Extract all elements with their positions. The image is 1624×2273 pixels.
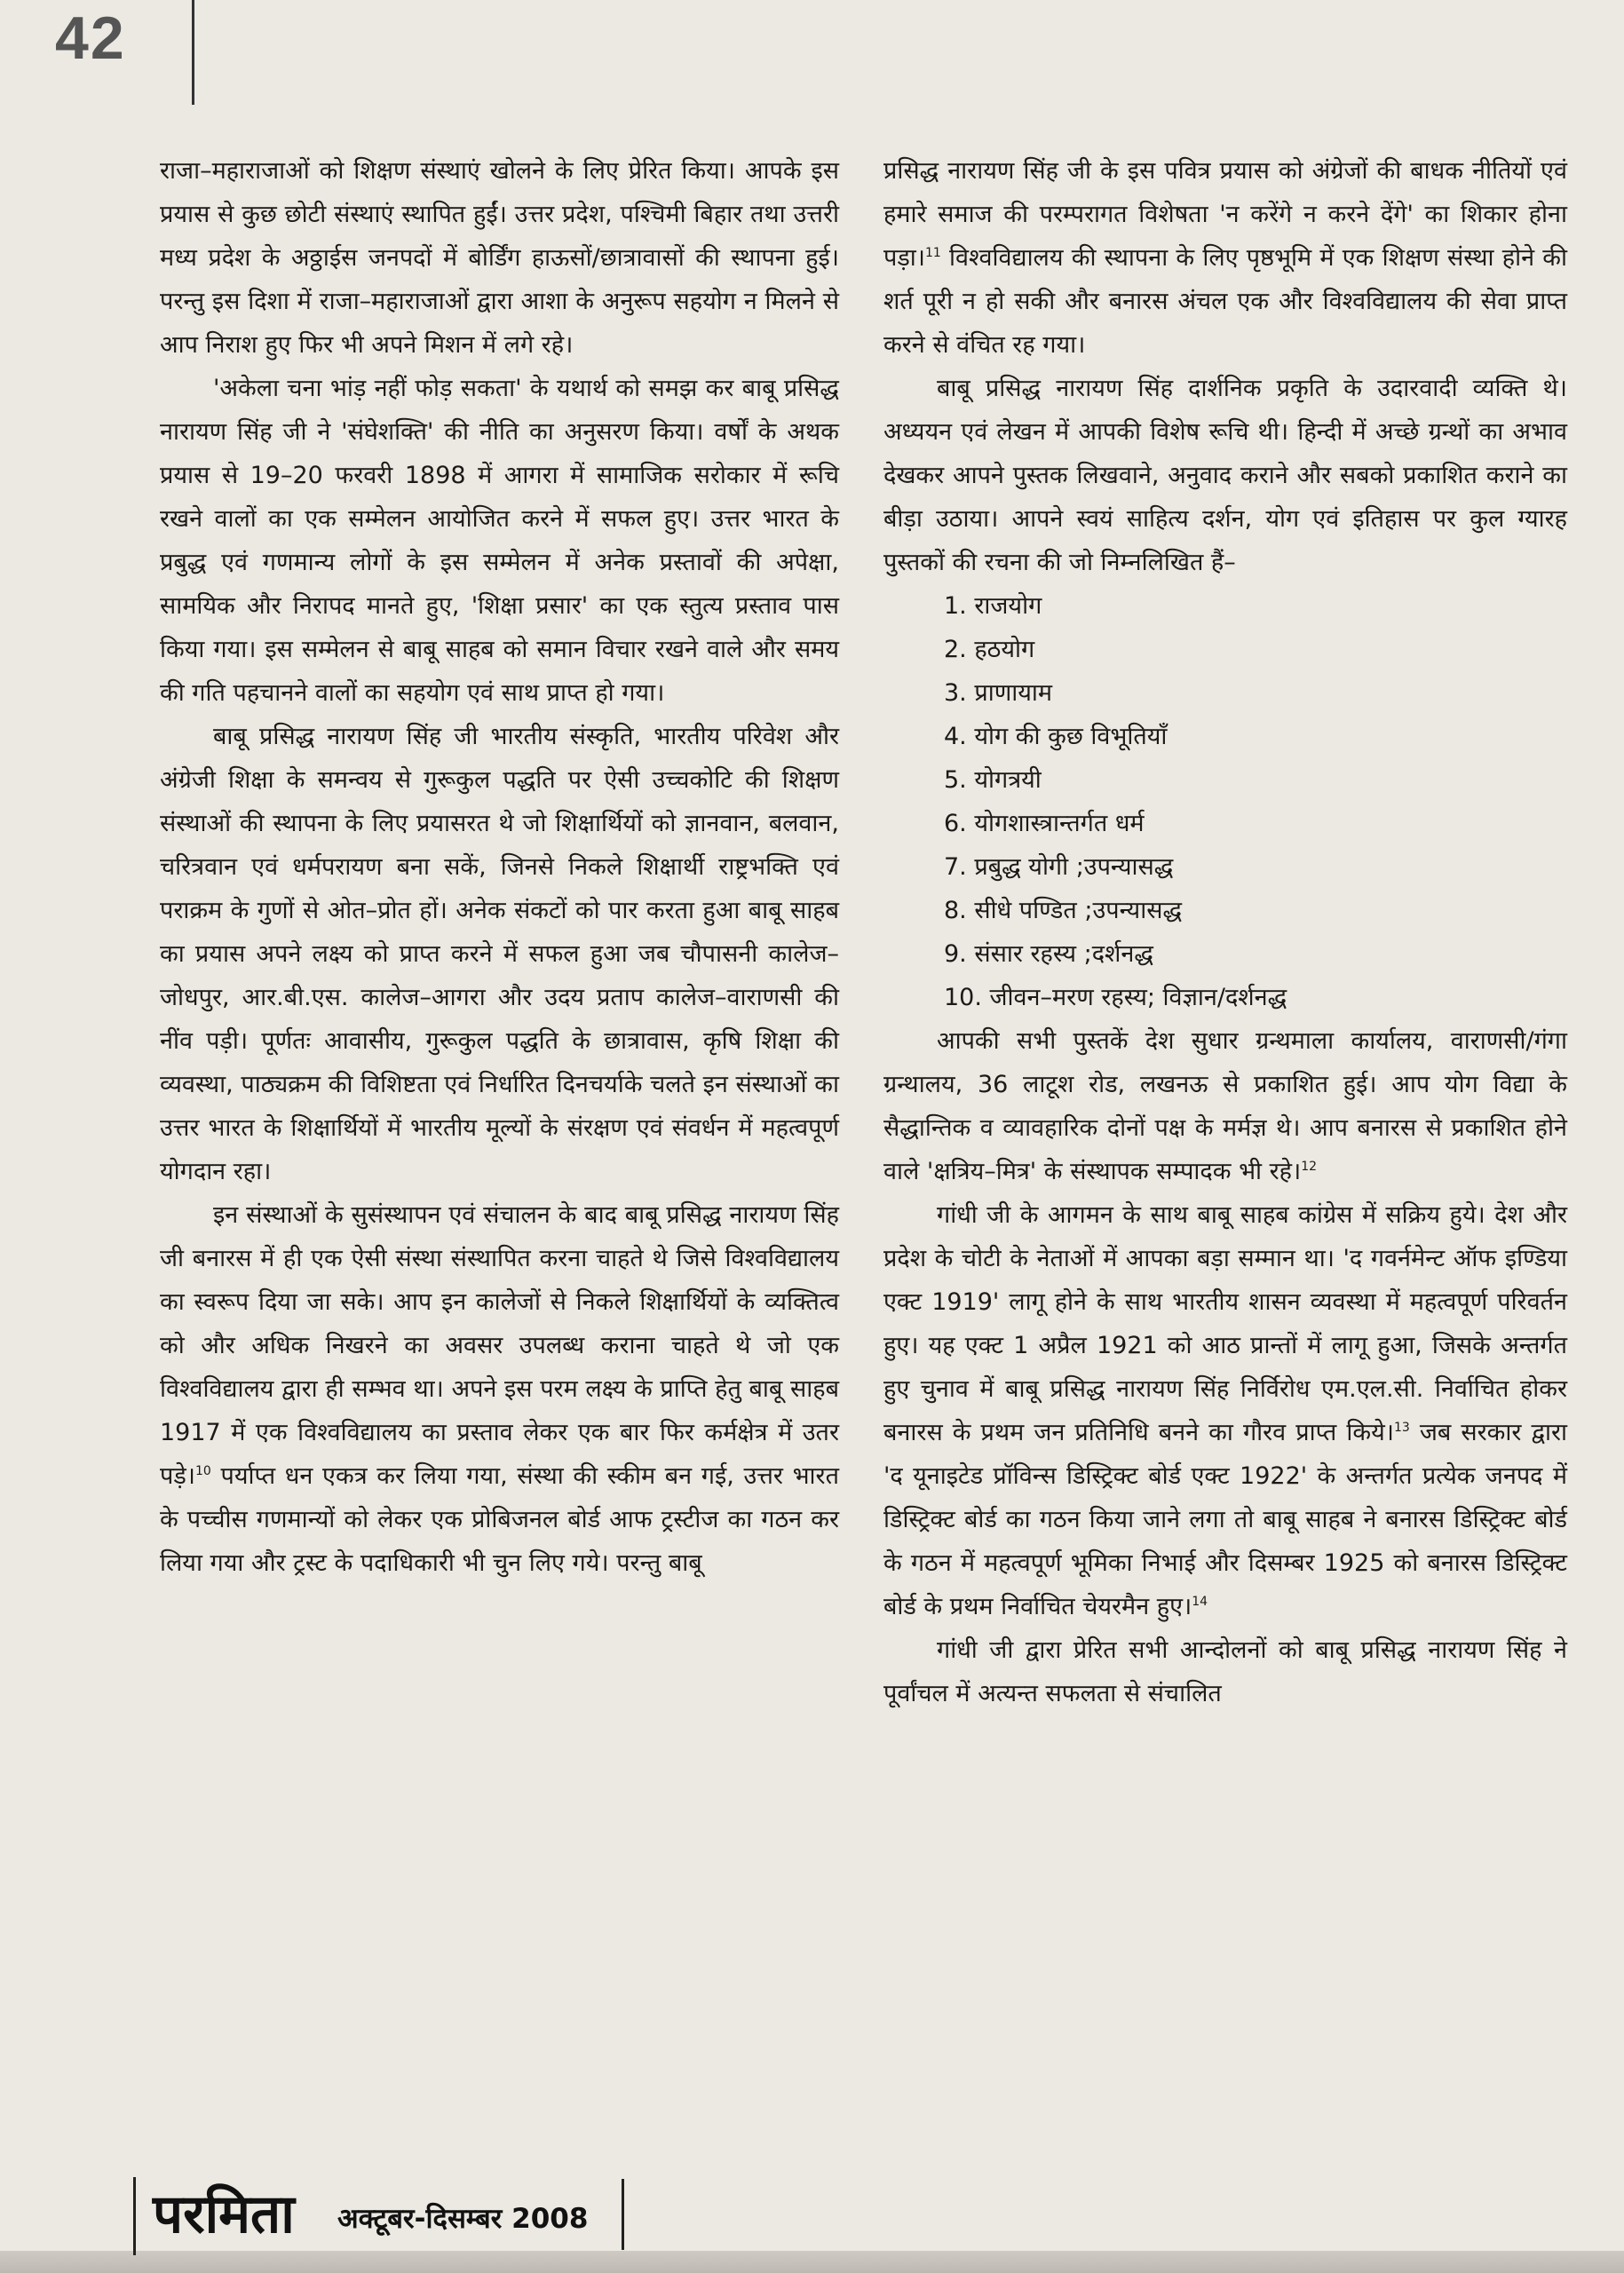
list-item: 6. योगशास्त्रान्तर्गत धर्म xyxy=(944,810,1145,837)
list-item: 5. योगत्रयी xyxy=(944,766,1042,794)
paragraph xyxy=(883,1019,1567,1193)
paragraph-text: जब सरकार द्वारा 'द यूनाइटेड प्रॉविन्स डिस्ट्रिक्ट बोर्ड एक्ट 1922' के अन्तर्गत प्रत्येक जनपद में डिस्ट्रिक्ट बोर्ड का गठन किया जाने लगा तो बाबू साहब ने बनारस डिस्ट्रिक्ट बोर्ड के गठन में महत्वपूर्ण भूमिका निभाई और दिसम्बर 1925 को बनारस डिस्ट्रिक्ट बोर्ड के प्रथम निर्वाचित चेयरमैन हुए। xyxy=(883,1419,1567,1620)
issue-date: अक्टूबर-दिसम्बर 2008 xyxy=(337,2203,589,2235)
paragraph-text: विश्वविद्यालय की स्थापना के लिए पृष्ठभूमि में एक शिक्षण संस्था होने की शर्त पूरी न हो सकी और बनारस अंचल एक और विश्वविद्यालय की सेवा प्राप्त करने से वंचित रह गया। xyxy=(883,244,1567,359)
footnote-ref: 12 xyxy=(1301,1160,1318,1174)
left-column xyxy=(160,149,839,1585)
list-item: 10. जीवन–मरण रहस्य; विज्ञान/दर्शनद्ध xyxy=(944,984,1287,1011)
paragraph xyxy=(883,149,1567,367)
list-item: 4. योग की कुछ विभूतियाँ xyxy=(944,723,1168,750)
paragraph-text: आपकी सभी पुस्तकें देश सुधार ग्रन्थमाला कार्यालय, वाराणसी/गंगा ग्रन्थालय, 36 लाटूश रोड, लखनऊ से प्रकाशित हुई। आप योग विद्या के सैद्धान्तिक व व्यावहारिक दोनों पक्ष के मर्मज्ञ थे। आप बनारस से प्रकाशित होने वाले 'क्षत्रिय–मित्र' के संस्थापक सम्पादक भी रहे। xyxy=(883,1027,1567,1185)
paragraph xyxy=(883,1193,1567,1628)
book-list xyxy=(883,584,1567,1019)
footer-divider xyxy=(133,2177,136,2255)
list-item: 9. संसार रहस्य ;दर्शनद्ध xyxy=(944,940,1153,968)
paragraph: गांधी जी द्वारा प्रेरित सभी आन्दोलनों को बाबू प्रसिद्ध नारायण सिंह ने पूर्वांचल में अत्यन्त सफलता से संचालित xyxy=(883,1636,1567,1707)
header-divider xyxy=(192,0,194,105)
paragraph: बाबू प्रसिद्ध नारायण सिंह जी भारतीय संस्कृति, भारतीय परिवेश और अंग्रेजी शिक्षा के समन्वय से गुरूकुल पद्धति पर ऐसी उच्चकोटि की शिक्षण संस्थाओं की स्थापना के लिए प्रयासरत थे जो शिक्षार्थियों को ज्ञानवान, बलवान, चरित्रवान एवं धर्मपरायण बना सकें, जिनसे निकले शिक्षार्थी राष्ट्रभक्ति एवं पराक्रम के गुणों से ओत–प्रोत हों। अनेक संकटों को पार करता हुआ बाबू साहब का प्रयास अपने लक्ष्य को प्राप्त करने में सफल हुआ जब चौपासनी कालेज–जोधपुर, आर.बी.एस. कालेज–आगरा और उदय प्रताप कालेज–वाराणसी की नींव पड़ी। पूर्णतः आवासीय, गुरूकुल पद्धति के छात्रावास, कृषि शिक्षा की व्यवस्था, पाठ्यक्रम की विशिष्टता एवं निर्धारित दिनचर्याके चलते इन संस्थाओं का उत्तर भारत के शिक्षार्थियों में भारतीय मूल्यों के संरक्षण एवं संवर्धन में महत्वपूर्ण योगदान रहा। xyxy=(160,723,839,1185)
right-column xyxy=(883,149,1567,1715)
paragraph: बाबू प्रसिद्ध नारायण सिंह दार्शनिक प्रकृति के उदारवादी व्यक्ति थे। अध्ययन एवं लेखन में आपकी विशेष रूचि थी। हिन्दी में अच्छे ग्रन्थों का अभाव देखकर आपने पुस्तक लिखवाने, अनुवाद कराने और सबको प्रकाशित कराने का बीड़ा उठाया। आपने स्वयं साहित्य दर्शन, योग एवं इतिहास पर कुल ग्यारह पुस्तकों की रचना की जो निम्नलिखित हैं– xyxy=(883,375,1567,576)
paragraph: 'अकेला चना भांड़ नहीं फोड़ सकता' के यथार्थ को समझ कर बाबू प्रसिद्ध नारायण सिंह जी ने 'संघेशक्ति' की नीति का अनुसरण किया। वर्षों के अथक प्रयास से 19–20 फरवरी 1898 में आगरा में सामाजिक सरोकार में रूचि रखने वालों का एक सम्मेलन आयोजित करने में सफल हुए। उत्तर भारत के प्रबुद्ध एवं गणमान्य लोगों के इस सम्मेलन में अनेक प्रस्तावों की अपेक्षा, सामयिक और निरापद मानते हुए, 'शिक्षा प्रसार' का एक स्तुत्य प्रस्ताव पास किया गया। इस सम्मेलन से बाबू साहब को समान विचार रखने वाले और समय की गति पहचानने वालों का सहयोग एवं साथ प्राप्त हो गया। xyxy=(160,375,839,707)
footer-divider xyxy=(622,2179,624,2250)
list-item: 2. हठयोग xyxy=(944,636,1035,663)
paragraph-text: प्रसिद्ध नारायण सिंह जी के इस पवित्र प्रयास को अंग्रेजों की बाधक नीतियों एवं हमारे समाज की परम्परागत विशेषता 'न करेंगे न करने देंगे' का शिकार होना पड़ा। xyxy=(883,157,1567,272)
list-item: 7. प्रबुद्ध योगी ;उपन्यासद्ध xyxy=(944,853,1174,881)
page-footer xyxy=(0,2166,1624,2273)
list-item: 1. राजयोग xyxy=(944,592,1042,620)
footer-band xyxy=(0,2251,1624,2273)
paragraph: राजा–महाराजाओं को शिक्षण संस्थाएं खोलने के लिए प्रेरित किया। आपके इस प्रयास से कुछ छोटी संस्थाएं स्थापित हुईं। उत्तर प्रदेश, पश्चिमी बिहार तथा उत्तरी मध्य प्रदेश के अठ्ठाईस जनपदों में बोर्डिंग हाऊसों/छात्रावासों की स्थापना हुई। परन्तु इस दिशा में राजा–महाराजाओं द्वारा आशा के अनुरूप सहयोग न मिलने से आप निराश हुए फिर भी अपने मिशन में लगे रहे। xyxy=(160,157,839,359)
paragraph-text: पर्याप्त धन एकत्र कर लिया गया, संस्था की स्कीम बन गई, उत्तर भारत के पच्चीस गणमान्यों को लेकर एक प्रोबिजनल बोर्ड आफ ट्रस्टीज का गठन कर लिया गया और ट्रस्ट के पदाधिकारी भी चुन लिए गये। परन्तु बाबू xyxy=(160,1462,839,1577)
list-item: 8. सीधे पण्डित ;उपन्यासद्ध xyxy=(944,897,1183,924)
list-item: 3. प्राणायाम xyxy=(944,679,1053,707)
footnote-ref: 11 xyxy=(925,246,941,260)
footnote-ref: 13 xyxy=(1393,1421,1410,1435)
paragraph xyxy=(160,1193,839,1585)
footnote-ref: 14 xyxy=(1192,1595,1208,1609)
paragraph-text: इन संस्थाओं के सुसंस्थापन एवं संचालन के बाद बाबू प्रसिद्ध नारायण सिंह जी बनारस में ही एक ऐसी संस्था संस्थापित करना चाहते थे जिसे विश्वविद्यालय का स्वरूप दिया जा सके। आप इन कालेजों से निकले शिक्षार्थियों के व्यक्तित्व को और अधिक निखरने का अवसर उपलब्ध कराना चाहते थे जो एक विश्वविद्यालय द्वारा ही सम्भव था। अपने इस परम लक्ष्य के प्राप्ति हेतु बाबू साहब 1917 में एक विश्वविद्यालय का प्रस्ताव लेकर एक बार फिर कर्मक्षेत्र में उतर पड़े। xyxy=(160,1201,839,1490)
page-number: 42 xyxy=(55,4,126,72)
paragraph-text: गांधी जी के आगमन के साथ बाबू साहब कांग्रेस में सक्रिय हुये। देश और प्रदेश के चोटी के नेताओं में आपका बड़ा सम्मान था। 'द गवर्नमेन्ट ऑफ इण्डिया एक्ट 1919' लागू होने के साथ भारतीय शासन व्यवस्था में महत्वपूर्ण परिवर्तन हुए। यह एक्ट 1 अप्रैल 1921 को आठ प्रान्तों में लागू हुआ, जिसके अन्तर्गत हुए चुनाव में बाबू प्रसिद्ध नारायण सिंह निर्विरोध एम.एल.सी. निर्वाचित होकर बनारस के प्रथम जन प्रतिनिधि बनने का गौरव प्राप्त किये। xyxy=(883,1201,1567,1446)
footnote-ref: 10 xyxy=(195,1464,211,1478)
magazine-title: परमिता xyxy=(153,2183,295,2245)
